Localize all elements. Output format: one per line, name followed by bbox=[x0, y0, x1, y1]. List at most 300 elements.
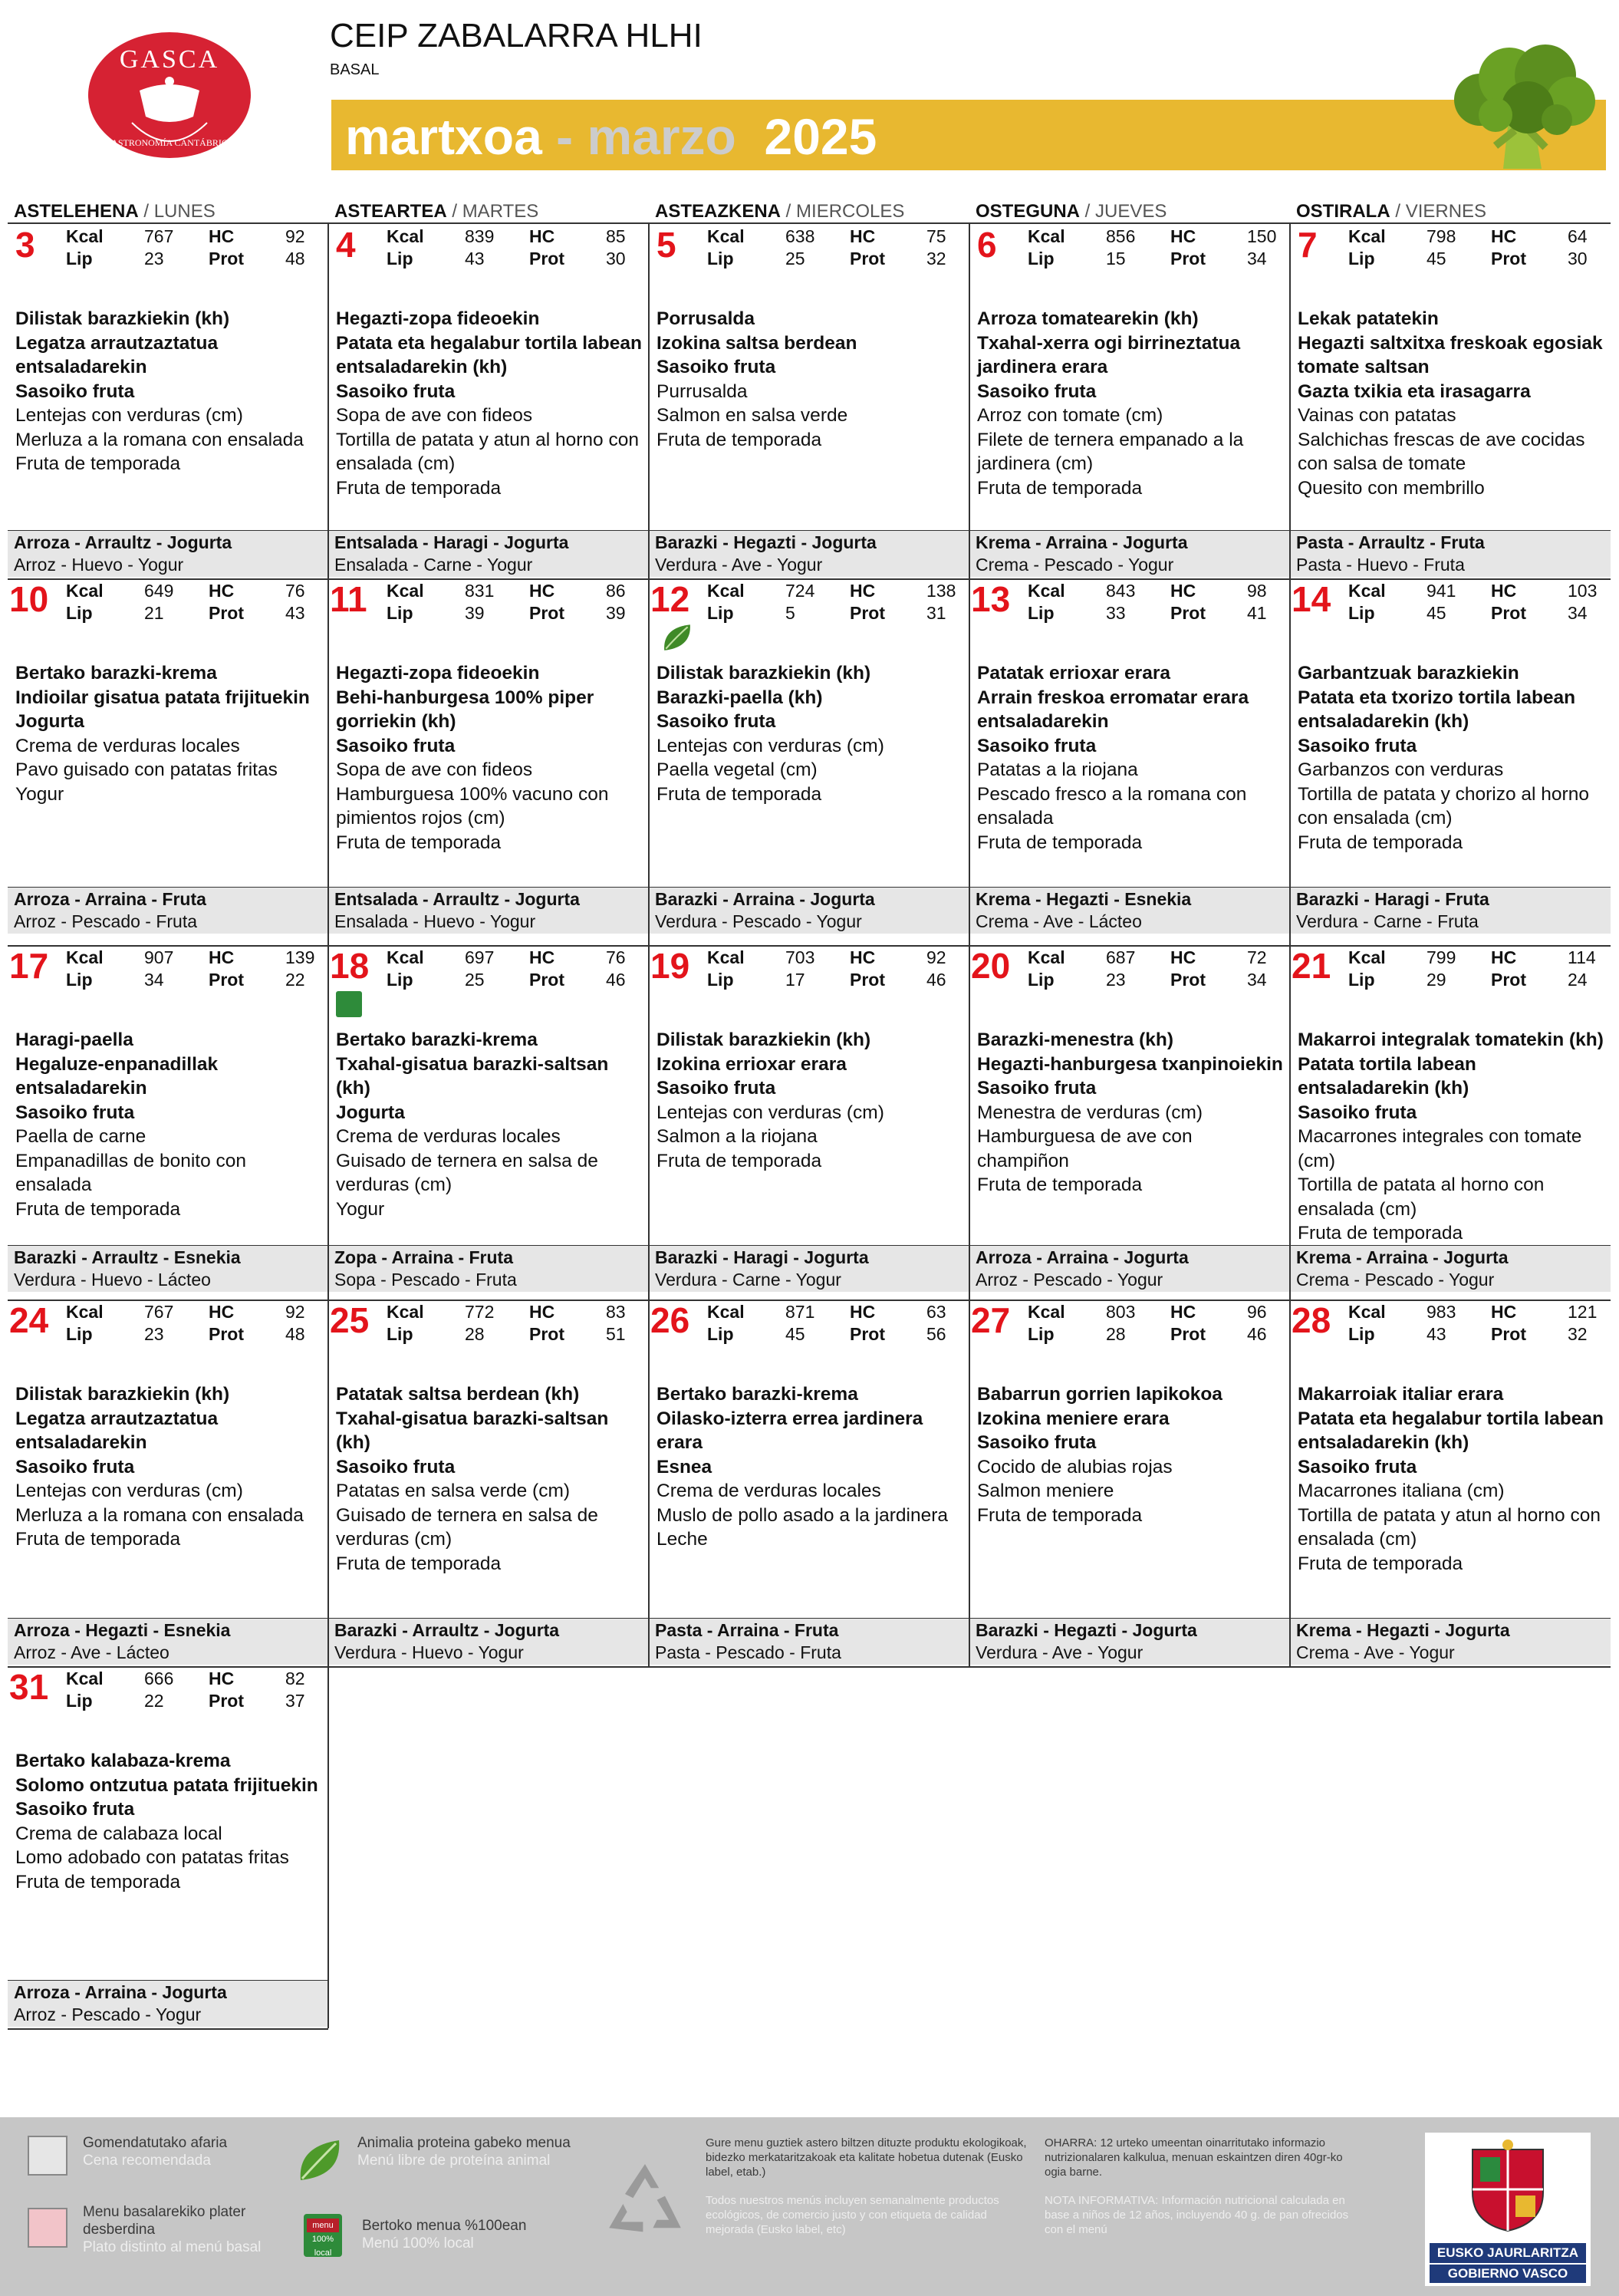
nutrition-hc-label: HC bbox=[1170, 1302, 1196, 1322]
nutrition-prot-label: Prot bbox=[1170, 249, 1206, 268]
menu-item-eu: Sasoiko fruta bbox=[977, 380, 1097, 402]
dinner-eu: Barazki - Haragi - Jogurta bbox=[655, 1247, 869, 1267]
date-number: 17 bbox=[9, 946, 49, 986]
menu-item-eu: Sasoiko fruta bbox=[336, 380, 456, 402]
menu-item-eu: Makarroiak italiar erara bbox=[1298, 1384, 1504, 1405]
menu-item-eu: Sasoiko fruta bbox=[15, 1102, 135, 1123]
dinner-eu: Barazki - Haragi - Fruta bbox=[1296, 889, 1489, 909]
legend-local-eu: Bertoko menua %100ean bbox=[362, 2218, 527, 2234]
menu-item-eu: Arrain freskoa erromatar erara entsaladarekin bbox=[977, 687, 1249, 732]
menu-item-eu: Hegazti saltxitxa freskoak egosiak tomate saltsan bbox=[1298, 332, 1603, 377]
recommended-dinner bbox=[649, 1246, 969, 1292]
menu-item-es: Tortilla de patata y chorizo al horno con ensalada (cm) bbox=[1298, 783, 1589, 828]
nutrition-prot-label: Prot bbox=[1170, 1324, 1206, 1344]
menu-item-eu: Bertako kalabaza-krema bbox=[15, 1751, 231, 1771]
nutrition-prot-value: 31 bbox=[926, 603, 946, 623]
nutrition-lip-value: 17 bbox=[785, 970, 805, 990]
nutrition-lip-label: Lip bbox=[1028, 1324, 1055, 1344]
day-cell bbox=[8, 1666, 328, 2028]
nutrition-kcal-value: 843 bbox=[1106, 581, 1136, 601]
menu-item-eu: Legatza arrautzaztatua entsaladarekin bbox=[15, 332, 219, 377]
menu-item-eu: Sasoiko fruta bbox=[336, 1456, 456, 1477]
recommended-dinner bbox=[328, 888, 649, 934]
nutrition-lip-value: 45 bbox=[785, 1324, 805, 1344]
day-header bbox=[1296, 201, 1486, 222]
nutrition-lip-value: 28 bbox=[1106, 1324, 1126, 1344]
menu-item-eu: Sasoiko fruta bbox=[977, 1078, 1097, 1099]
nutrition-kcal-value: 871 bbox=[785, 1302, 815, 1322]
menu-block bbox=[336, 1028, 646, 1221]
menu-item-eu: Sasoiko fruta bbox=[656, 1078, 776, 1099]
nutrition-hc-label: HC bbox=[209, 1668, 235, 1688]
menu-item-es: Fruta de temporada bbox=[977, 1504, 1143, 1526]
dinner-es: Verdura - Carne - Fruta bbox=[1296, 911, 1479, 931]
date-number: 13 bbox=[971, 579, 1011, 619]
day-name-es: MIERCOLES bbox=[796, 201, 905, 222]
nutrition-kcal-label: Kcal bbox=[707, 226, 745, 246]
nutrition-prot-label: Prot bbox=[529, 970, 564, 990]
menu-item-eu: Dilistak barazkiekin (kh) bbox=[656, 1029, 871, 1050]
menu-item-eu: Sasoiko fruta bbox=[336, 735, 456, 756]
grid-column-rule bbox=[327, 1666, 329, 2028]
menu-item-eu: Patatak errioxar erara bbox=[977, 663, 1170, 684]
nutrition-lip-value: 33 bbox=[1106, 603, 1126, 623]
nutrition-prot-label: Prot bbox=[1491, 249, 1526, 268]
date-number: 10 bbox=[9, 579, 49, 619]
nutrition-hc-value: 139 bbox=[285, 947, 315, 967]
menu-item-eu: Patata eta hegalabur tortila labean entsaladarekin (kh) bbox=[336, 332, 642, 377]
menu-item-eu: Gazta txikia eta irasagarra bbox=[1298, 380, 1531, 402]
nutrition-lip-value: 23 bbox=[144, 249, 164, 268]
menu-item-es: Sopa de ave con fideos bbox=[336, 405, 533, 426]
nutrition-hc-label: HC bbox=[529, 581, 555, 601]
gov-name-es: GOBIERNO VASCO bbox=[1430, 2265, 1586, 2283]
day-cell bbox=[328, 224, 649, 578]
nutrition-lip-label: Lip bbox=[66, 970, 93, 990]
nutrition-kcal-value: 697 bbox=[465, 947, 495, 967]
date-number: 31 bbox=[9, 1667, 49, 1707]
recommended-dinner bbox=[649, 1619, 969, 1665]
menu-item-eu: Bertako barazki-krema bbox=[336, 1029, 538, 1050]
nutrition-prot-label: Prot bbox=[209, 1324, 244, 1344]
nutrition-lip-label: Lip bbox=[1348, 970, 1375, 990]
menu-block bbox=[336, 661, 646, 855]
day-name-eu: ASTEAZKENA bbox=[655, 201, 782, 222]
nutrition-lip-value: 45 bbox=[1426, 249, 1446, 268]
nutrition-hc-label: HC bbox=[1491, 226, 1517, 246]
nutrition-hc-label: HC bbox=[850, 226, 876, 246]
menu-block bbox=[977, 1382, 1287, 1527]
year: 2025 bbox=[764, 108, 877, 165]
menu-item-eu: Sasoiko fruta bbox=[15, 1456, 135, 1477]
day-header bbox=[334, 201, 538, 222]
menu-item-eu: Txahal-xerra ogi birrineztatua jardinera erara bbox=[977, 332, 1241, 377]
menu-item-es: Crema de calabaza local bbox=[15, 1823, 222, 1844]
dinner-es: Verdura - Ave - Yogur bbox=[976, 1642, 1144, 1662]
dinner-eu: Arroza - Arraina - Jogurta bbox=[976, 1247, 1189, 1267]
leaf-icon bbox=[295, 2136, 345, 2186]
menu-item-eu: Haragi-paella bbox=[15, 1029, 133, 1050]
nutrition-kcal-value: 798 bbox=[1426, 226, 1456, 246]
nutrition-kcal-value: 666 bbox=[144, 1668, 174, 1688]
day-cell bbox=[8, 224, 328, 578]
nutrition-prot-value: 46 bbox=[1247, 1324, 1267, 1344]
recommended-dinner bbox=[328, 531, 649, 577]
grid-column-rule bbox=[1289, 222, 1291, 1666]
menu-item-es: Cocido de alubias rojas bbox=[977, 1456, 1173, 1477]
nutrition-prot-value: 48 bbox=[285, 249, 305, 268]
menu-item-eu: Barazki-paella (kh) bbox=[656, 687, 823, 708]
menu-item-eu: Solomo ontzutua patata frijituekin bbox=[15, 1774, 318, 1796]
dinner-es: Ensalada - Carne - Yogur bbox=[334, 555, 533, 575]
day-cell bbox=[1290, 224, 1611, 578]
day-cell bbox=[969, 945, 1290, 1300]
nutrition-hc-value: 63 bbox=[926, 1302, 946, 1322]
legend-diff-eu: Menu basalarekiko plater desberdina bbox=[83, 2204, 246, 2238]
menu-item-eu: Lekak patatekin bbox=[1298, 308, 1439, 329]
nutrition-hc-label: HC bbox=[1491, 947, 1517, 967]
dinner-eu: Krema - Arraina - Jogurta bbox=[976, 532, 1188, 552]
nutrition-kcal-value: 767 bbox=[144, 226, 174, 246]
nutrition-hc-value: 85 bbox=[606, 226, 626, 246]
banner-sep: - bbox=[541, 108, 587, 165]
menu-block bbox=[656, 307, 966, 452]
nutrition-hc-value: 72 bbox=[1247, 947, 1267, 967]
menu-item-eu: Patata eta hegalabur tortila labean entsaladarekin (kh) bbox=[1298, 1408, 1604, 1453]
nutrition-lip-value: 21 bbox=[144, 603, 164, 623]
nutrition-prot-label: Prot bbox=[1491, 970, 1526, 990]
nutrition-kcal-value: 772 bbox=[465, 1302, 495, 1322]
menu-item-es: Patatas a la riojana bbox=[977, 759, 1138, 780]
menu-item-es: Salchichas frescas de ave cocidas con salsa de tomate bbox=[1298, 429, 1585, 474]
recommended-dinner bbox=[8, 888, 328, 934]
menu-block bbox=[977, 661, 1287, 855]
date-number: 20 bbox=[971, 946, 1011, 986]
dinner-es: Pasta - Pescado - Fruta bbox=[655, 1642, 841, 1662]
menu-item-eu: Izokina meniere erara bbox=[977, 1408, 1170, 1429]
dinner-es: Crema - Ave - Yogur bbox=[1296, 1642, 1455, 1662]
recommended-dinner bbox=[8, 1981, 328, 2027]
nutrition-prot-value: 32 bbox=[1568, 1324, 1588, 1344]
nutrition-kcal-label: Kcal bbox=[707, 1302, 745, 1322]
menu-item-es: Yogur bbox=[336, 1198, 385, 1220]
menu-item-eu: Makarroi integralak tomatekin (kh) bbox=[1298, 1029, 1604, 1050]
menu-item-es: Fruta de temporada bbox=[656, 429, 822, 450]
nutrition-hc-label: HC bbox=[529, 226, 555, 246]
menu-item-es: Quesito con membrillo bbox=[1298, 477, 1485, 499]
menu-item-es: Lentejas con verduras (cm) bbox=[15, 1481, 243, 1501]
recommended-dinner bbox=[328, 1619, 649, 1665]
menu-block bbox=[1298, 307, 1607, 500]
recommended-dinner-swatch bbox=[28, 2136, 67, 2176]
recommended-dinner bbox=[649, 888, 969, 934]
nutrition-lip-label: Lip bbox=[707, 1324, 734, 1344]
nutrition-lip-value: 25 bbox=[785, 249, 805, 268]
nutrition-hc-value: 114 bbox=[1568, 947, 1596, 967]
nutrition-kcal-label: Kcal bbox=[1028, 1302, 1065, 1322]
menu-item-eu: Sasoiko fruta bbox=[656, 357, 776, 377]
dinner-eu: Entsalada - Haragi - Jogurta bbox=[334, 532, 569, 552]
nutrition-lip-value: 28 bbox=[465, 1324, 485, 1344]
nutrition-lip-label: Lip bbox=[66, 249, 93, 268]
nutrition-hc-value: 82 bbox=[285, 1668, 305, 1688]
menu-item-eu: Legatza arrautzaztatua entsaladarekin bbox=[15, 1408, 219, 1453]
nutrition-lip-label: Lip bbox=[1028, 249, 1055, 268]
menu-block bbox=[15, 1382, 325, 1552]
logo-sub: GASTRONOMÍA CANTÁBRICA bbox=[104, 137, 235, 148]
nutrition-prot-value: 34 bbox=[1568, 603, 1588, 623]
menu-item-es: Hamburguesa 100% vacuno con pimientos rojos (cm) bbox=[336, 783, 609, 828]
legend-local-es: Menú 100% local bbox=[362, 2235, 474, 2252]
nutrition-hc-label: HC bbox=[1170, 226, 1196, 246]
date-number: 27 bbox=[971, 1300, 1011, 1340]
nutrition-prot-value: 39 bbox=[606, 603, 626, 623]
nutrition-prot-value: 46 bbox=[926, 970, 946, 990]
menu-item-es: Muslo de pollo asado a la jardinera bbox=[656, 1504, 948, 1526]
menu-item-eu: Garbantzuak barazkiekin bbox=[1298, 663, 1519, 684]
date-number: 24 bbox=[9, 1300, 49, 1340]
legend-veg-eu: Animalia proteina gabeko menua bbox=[357, 2135, 571, 2151]
nutrition-kcal-value: 839 bbox=[465, 226, 495, 246]
menu-item-es: Fruta de temporada bbox=[15, 453, 181, 474]
nutrition-kcal-value: 941 bbox=[1426, 581, 1456, 601]
recommended-dinner bbox=[649, 531, 969, 577]
nutrition-kcal-value: 649 bbox=[144, 581, 174, 601]
dinner-es: Sopa - Pescado - Fruta bbox=[334, 1270, 517, 1290]
dinner-es: Arroz - Pescado - Yogur bbox=[976, 1270, 1163, 1290]
date-number: 6 bbox=[977, 225, 997, 265]
grid-footer-rule bbox=[8, 1245, 1611, 1246]
menu-item-eu: Esnea bbox=[656, 1456, 712, 1477]
day-cell bbox=[649, 945, 969, 1300]
nutrition-kcal-label: Kcal bbox=[66, 1302, 104, 1322]
menu-item-es: Paella de carne bbox=[15, 1126, 146, 1147]
menu-item-es: Arroz con tomate (cm) bbox=[977, 405, 1163, 426]
nutrition-prot-value: 24 bbox=[1568, 970, 1588, 990]
dinner-eu: Arroza - Arraultz - Jogurta bbox=[14, 532, 232, 552]
day-cell bbox=[1290, 1300, 1611, 1666]
menu-item-es: Salmon a la riojana bbox=[656, 1126, 818, 1147]
nutrition-hc-value: 138 bbox=[926, 581, 956, 601]
nutrition-prot-value: 48 bbox=[285, 1324, 305, 1344]
menu-item-es: Fruta de temporada bbox=[977, 832, 1143, 853]
menu-item-es: Lentejas con verduras (cm) bbox=[656, 735, 884, 756]
nutrition-kcal-value: 907 bbox=[144, 947, 174, 967]
nutrition-lip-value: 23 bbox=[1106, 970, 1126, 990]
day-name-eu: ASTELEHENA bbox=[14, 201, 139, 222]
nutrition-hc-value: 96 bbox=[1247, 1302, 1267, 1322]
menu-item-es: Purrusalda bbox=[656, 380, 748, 402]
day-header bbox=[655, 201, 904, 222]
date-number: 14 bbox=[1292, 579, 1331, 619]
different-dish-swatch bbox=[28, 2208, 67, 2248]
nutrition-kcal-value: 638 bbox=[785, 226, 815, 246]
nutrition-kcal-label: Kcal bbox=[1348, 581, 1386, 601]
nutrition-hc-value: 76 bbox=[606, 947, 626, 967]
nutrition-lip-value: 23 bbox=[144, 1324, 164, 1344]
menu-block bbox=[977, 1028, 1287, 1197]
menu-item-es: Fruta de temporada bbox=[336, 477, 502, 499]
nutrition-prot-value: 30 bbox=[1568, 249, 1588, 268]
nutrition-lip-value: 43 bbox=[465, 249, 485, 268]
menu-item-eu: Sasoiko fruta bbox=[977, 1432, 1097, 1453]
nutrition-kcal-label: Kcal bbox=[1348, 1302, 1386, 1322]
day-cell bbox=[649, 578, 969, 945]
nutrition-kcal-label: Kcal bbox=[66, 581, 104, 601]
date-number: 25 bbox=[330, 1300, 370, 1340]
nutrition-lip-label: Lip bbox=[1348, 249, 1375, 268]
nutrition-lip-value: 34 bbox=[144, 970, 164, 990]
dinner-eu: Krema - Hegazti - Jogurta bbox=[1296, 1620, 1510, 1640]
menu-item-es: Fruta de temporada bbox=[15, 1198, 181, 1220]
menu-block bbox=[656, 661, 966, 806]
basque-government-logo bbox=[1425, 2133, 1591, 2286]
nutrition-prot-value: 22 bbox=[285, 970, 305, 990]
day-cell bbox=[649, 224, 969, 578]
gov-name-eu: EUSKO JAURLARITZA bbox=[1430, 2243, 1586, 2263]
broccoli-icon bbox=[1442, 38, 1603, 175]
nutrition-hc-value: 92 bbox=[285, 226, 305, 246]
menu-item-es: Lomo adobado con patatas fritas bbox=[15, 1847, 289, 1868]
nutrition-kcal-value: 799 bbox=[1426, 947, 1456, 967]
nutrition-lip-label: Lip bbox=[66, 603, 93, 623]
dinner-es: Verdura - Pescado - Yogur bbox=[655, 911, 862, 931]
menu-item-es: Fruta de temporada bbox=[656, 1150, 822, 1171]
nutrition-lip-value: 15 bbox=[1106, 249, 1126, 268]
nutrition-hc-label: HC bbox=[1170, 947, 1196, 967]
menu-block bbox=[15, 307, 325, 476]
recommended-dinner bbox=[1290, 531, 1611, 577]
nutrition-kcal-label: Kcal bbox=[66, 1668, 104, 1688]
dinner-es: Verdura - Huevo - Lácteo bbox=[14, 1270, 211, 1290]
nutrition-hc-label: HC bbox=[209, 947, 235, 967]
nutrition-kcal-label: Kcal bbox=[66, 947, 104, 967]
day-name-es: JUEVES bbox=[1095, 201, 1167, 222]
menu-item-es: Leche bbox=[656, 1529, 708, 1550]
menu-item-eu: Jogurta bbox=[15, 711, 84, 732]
menu-block bbox=[656, 1028, 966, 1173]
nutrition-hc-value: 98 bbox=[1247, 581, 1267, 601]
menu-item-es: Macarrones integrales con tomate (cm) bbox=[1298, 1126, 1582, 1171]
date-number: 4 bbox=[336, 225, 356, 265]
menu-item-es: Macarrones italiana (cm) bbox=[1298, 1481, 1505, 1501]
nutrition-hc-label: HC bbox=[1491, 581, 1517, 601]
nutrition-prot-value: 46 bbox=[606, 970, 626, 990]
menu-item-es: Pescado fresco a la romana con ensalada bbox=[977, 783, 1247, 828]
menu-block bbox=[977, 307, 1287, 500]
dinner-eu: Barazki - Arraultz - Jogurta bbox=[334, 1620, 560, 1640]
day-name-eu: OSTIRALA bbox=[1296, 201, 1390, 222]
dinner-eu: Zopa - Arraina - Fruta bbox=[334, 1247, 513, 1267]
date-number: 19 bbox=[650, 946, 690, 986]
grid-column-rule bbox=[969, 222, 970, 1666]
day-header bbox=[976, 201, 1167, 222]
recommended-dinner bbox=[1290, 888, 1611, 934]
nutrition-lip-value: 39 bbox=[465, 603, 485, 623]
menu-item-eu: Izokina saltsa berdean bbox=[656, 332, 857, 354]
nutrition-prot-value: 34 bbox=[1247, 249, 1267, 268]
dinner-es: Arroz - Huevo - Yogur bbox=[14, 555, 184, 575]
recommended-dinner bbox=[328, 1246, 649, 1292]
dinner-es: Verdura - Ave - Yogur bbox=[655, 555, 823, 575]
menu-item-es: Sopa de ave con fideos bbox=[336, 759, 533, 780]
nutrition-hc-label: HC bbox=[1491, 1302, 1517, 1322]
nutrition-lip-label: Lip bbox=[1028, 970, 1055, 990]
month-banner bbox=[331, 100, 1606, 170]
nutrition-prot-value: 30 bbox=[606, 249, 626, 268]
grid-footer-rule bbox=[8, 1618, 1611, 1619]
day-cell bbox=[328, 578, 649, 945]
logo-text: GASCA bbox=[119, 45, 220, 74]
nutrition-prot-label: Prot bbox=[850, 249, 885, 268]
menu-item-eu: Patata tortila labean entsaladarekin (kh) bbox=[1298, 1053, 1476, 1099]
dinner-es: Arroz - Pescado - Yogur bbox=[14, 2004, 202, 2024]
local-menu-badge bbox=[336, 991, 362, 1017]
nutrition-kcal-label: Kcal bbox=[387, 226, 424, 246]
day-sep: / bbox=[1080, 201, 1096, 222]
menu-item-es: Salmon meniere bbox=[977, 1481, 1114, 1501]
nutrition-kcal-value: 724 bbox=[785, 581, 815, 601]
grid-row-rule bbox=[8, 2028, 328, 2030]
nutrition-hc-value: 103 bbox=[1568, 581, 1598, 601]
menu-item-es: Paella vegetal (cm) bbox=[656, 759, 818, 780]
menu-item-es: Menestra de verduras (cm) bbox=[977, 1102, 1203, 1123]
nutrition-kcal-label: Kcal bbox=[707, 581, 745, 601]
recommended-dinner bbox=[969, 888, 1290, 934]
date-number: 11 bbox=[330, 579, 367, 619]
nutrition-prot-value: 51 bbox=[606, 1324, 626, 1344]
menu-item-es: Tortilla de patata y atun al horno con ensalada (cm) bbox=[336, 429, 639, 474]
date-number: 28 bbox=[1292, 1300, 1331, 1340]
menu-item-eu: Sasoiko fruta bbox=[977, 735, 1097, 756]
eco-note-eu: Gure menu guztiek astero biltzen dituzte produktu ekologikoak, bidezko merkataritzakoak eta kalitate hobetua dutenak (Eusko label, etab.) bbox=[706, 2136, 1027, 2179]
menu-item-eu: Indioilar gisatua patata frijituekin bbox=[15, 687, 310, 708]
menu-item-es: Pavo guisado con patatas fritas bbox=[15, 759, 278, 780]
date-number: 21 bbox=[1292, 946, 1331, 986]
nutrition-prot-label: Prot bbox=[209, 970, 244, 990]
nutrition-kcal-label: Kcal bbox=[1028, 581, 1065, 601]
leaf-icon bbox=[661, 621, 693, 654]
menu-block bbox=[15, 1749, 325, 1894]
recommended-dinner bbox=[1290, 1619, 1611, 1665]
nutrition-kcal-label: Kcal bbox=[707, 947, 745, 967]
dinner-eu: Arroza - Hegazti - Esnekia bbox=[14, 1620, 231, 1640]
nutrition-lip-value: 5 bbox=[785, 603, 795, 623]
nutrition-prot-label: Prot bbox=[209, 1691, 244, 1711]
menu-block bbox=[336, 1382, 646, 1576]
menu-item-es: Lentejas con verduras (cm) bbox=[656, 1102, 884, 1123]
day-name-eu: ASTEARTEA bbox=[334, 201, 447, 222]
nutrition-kcal-label: Kcal bbox=[1348, 226, 1386, 246]
menu-item-eu: Sasoiko fruta bbox=[656, 711, 776, 732]
dinner-eu: Entsalada - Arraultz - Jogurta bbox=[334, 889, 580, 909]
menu-item-eu: Txahal-gisatua barazki-saltsan (kh) bbox=[336, 1408, 609, 1453]
nutrition-kcal-label: Kcal bbox=[1028, 947, 1065, 967]
menu-item-eu: Bertako barazki-krema bbox=[656, 1384, 858, 1405]
nutrition-prot-value: 41 bbox=[1247, 603, 1267, 623]
day-cell bbox=[969, 578, 1290, 945]
nutrition-hc-value: 86 bbox=[606, 581, 626, 601]
day-cell bbox=[328, 1300, 649, 1666]
nutrition-lip-label: Lip bbox=[1028, 603, 1055, 623]
nutrition-hc-label: HC bbox=[209, 226, 235, 246]
menu-item-eu: Behi-hanburgesa 100% piper gorriekin (kh) bbox=[336, 687, 594, 732]
nutrition-lip-label: Lip bbox=[66, 1324, 93, 1344]
nutrition-prot-value: 32 bbox=[926, 249, 946, 268]
nutrition-lip-label: Lip bbox=[387, 603, 413, 623]
dinner-eu: Krema - Arraina - Jogurta bbox=[1296, 1247, 1509, 1267]
menu-item-es: Garbanzos con verduras bbox=[1298, 759, 1504, 780]
